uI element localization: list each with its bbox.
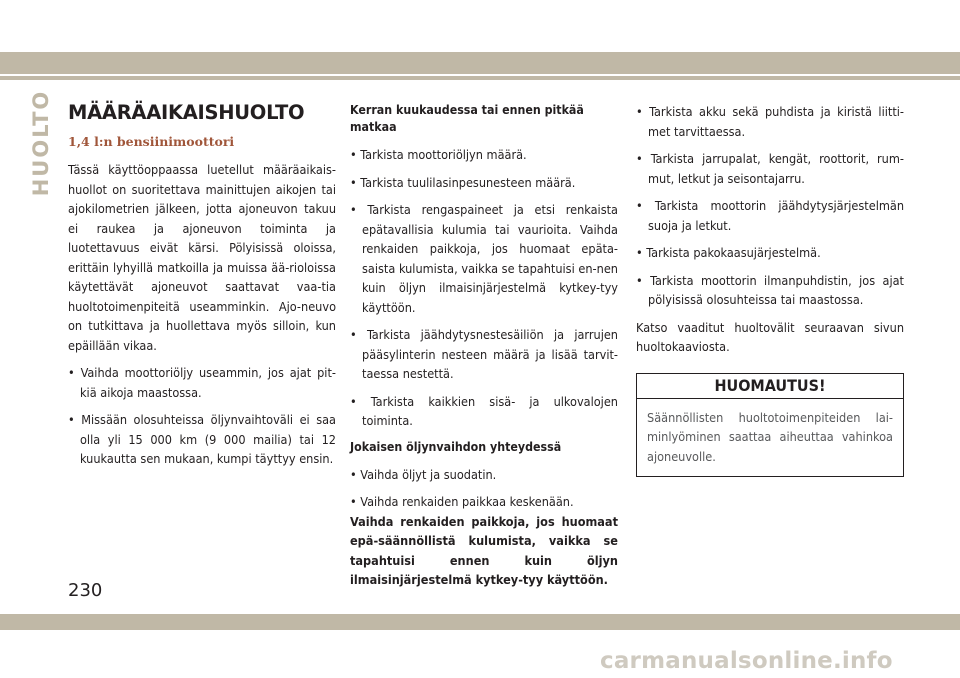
intro-paragraph: Tässä käyttöoppaassa luetellut määräaikais-huollot on suoritettava mainittujen aikojen tai ajokilometrien jälkeen, jotta ajoneuvon takuu ei raukea ja ajoneuvon toiminta ja luotettavuus eivät kärsi. Pölyisissä oloissa, erittäin lyhyillä matkoilla ja muissa ää-rioloissa käytettävät ajoneuvot saattavat vaa-tia huoltotoimenpiteitä useamminkin. Ajo-neuvo on tutkittava ja huollettava myös silloin, kun epäillään vikaa. (68, 162, 336, 353)
list-item: • Tarkista pakokaasujärjestelmä. (636, 243, 904, 263)
list-item: • Tarkista tuulilasinpesunesteen määrä. (350, 173, 618, 193)
header-rule (0, 76, 960, 80)
oil-change-heading: Jokaisen öljynvaihdon yhteydessä (350, 439, 562, 454)
list-item: • Vaihda öljyt ja suodatin. (350, 465, 618, 485)
note-body: Säännöllisten huoltotoimenpiteiden lai-minlyöminen saattaa aiheuttaa vahinkoa ajoneuvolle. (647, 409, 893, 464)
watermark: carmanualsonline.info (600, 648, 893, 674)
list-item: • Tarkista moottorin jäähdytysjärjestelmän suoja ja letkut. (636, 196, 904, 235)
section-subtitle: 1,4 l:n bensiinimoottori (68, 134, 235, 149)
list-item: • Tarkista kaikkien sisä- ja ulkovalojen toiminta. (350, 392, 618, 431)
list-item: • Tarkista jarrupalat, kengät, roottorit, rum-mut, letkut ja seisontajarru. (636, 149, 904, 188)
note-box (636, 373, 904, 478)
list-item-text: Vaihda renkaiden paikkaa keskenään. (360, 494, 574, 509)
footer-band (0, 614, 960, 630)
monthly-heading: Kerran kuukaudessa tai ennen pitkää matkaa (350, 103, 584, 134)
column-1 (68, 102, 336, 477)
header-band (0, 52, 960, 74)
note-title: HUOMAUTUS! (637, 374, 903, 399)
page-number: 230 (68, 580, 103, 601)
list-item: • Missään olosuhteissa öljynvaihtoväli ei saa olla yli 15 000 km (9 000 mailia) tai 12 kuukautta sen mukaan, kumpi täyttyy ensin. (68, 410, 336, 469)
side-tab-label: HUOLTO (29, 89, 53, 197)
list-item: • Vaihda moottoriöljy useammin, jos ajat pit-kiä aikoja maastossa. (68, 363, 336, 402)
list-item (350, 492, 618, 590)
list-item: • Tarkista rengaspaineet ja etsi renkaista epätavallisia kulumia tai vaurioita. Vaihda renkaiden paikkoja, jos huomaat epäta-saista kulumista, vaikka se tapahtuisi en-nen kuin öljyn ilmaisinjärjestelmä kytkey-tyy käyttöön. (350, 200, 618, 317)
column-3 (636, 102, 904, 477)
page-title: MÄÄRÄAIKAISHUOLTO (68, 101, 305, 124)
bold-note: Vaihda renkaiden paikkoja, jos huomaat epä-säännöllistä kulumista, vaikka se tapahtuisi ennen kuin öljyn ilmaisinjärjestelmä kytkey-tyy käyttöön. (350, 513, 618, 587)
list-item: • Tarkista moottorin ilmanpuhdistin, jos ajat pölyisissä olosuhteissa tai maastossa. (636, 271, 904, 310)
outro-paragraph: Katso vaaditut huoltovälit seuraavan sivun huoltokaaviosta. (636, 319, 904, 354)
list-item: • Tarkista akku sekä puhdista ja kiristä liitti-met tarvittaessa. (636, 102, 904, 141)
side-tab (28, 89, 54, 197)
column-2 (350, 102, 618, 598)
list-item: • Tarkista jäähdytysnestesäiliön ja jarrujen pääsylinterin nesteen määrä ja lisää tarvit-taessa nestettä. (350, 325, 618, 384)
list-item: • Tarkista moottoriöljyn määrä. (350, 145, 618, 165)
